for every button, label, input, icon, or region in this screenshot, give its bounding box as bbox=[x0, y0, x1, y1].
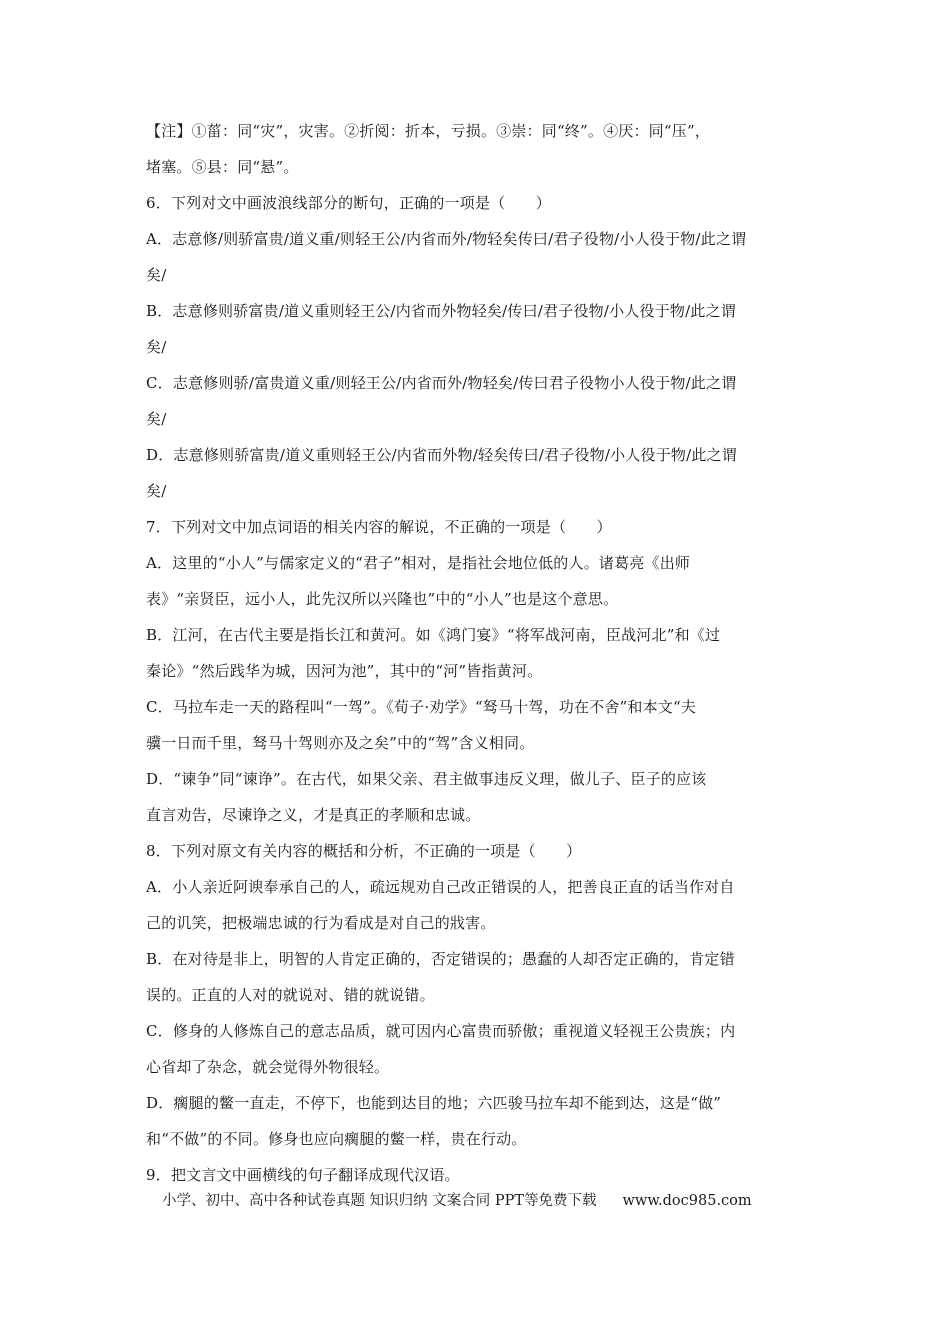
text-line: 7．下列对文中加点词语的相关内容的解说，不正确的一项是（ ） bbox=[146, 518, 612, 536]
text-line: C．志意修则骄/富贵道义重/则轻王公/内省而外/物轻矣/传曰君子役物小人役于物/此之谓 bbox=[146, 374, 737, 392]
text-line: 骥一日而千里，驽马十驾则亦及之矣”中的“驾”含义相同。 bbox=[146, 734, 535, 752]
text-line: 6．下列对文中画波浪线部分的断句，正确的一项是（ ） bbox=[146, 194, 551, 212]
text-line: 堵塞。⑤县：同“悬”。 bbox=[146, 158, 299, 176]
page-footer bbox=[162, 1191, 752, 1211]
text-line: D．志意修则骄富贵/道义重则轻王公/内省而外物/轻矣传曰/君子役物/小人役于物/此之谓 bbox=[146, 446, 737, 464]
text-line: C．修身的人修炼自己的意志品质，就可因内心富贵而骄傲；重视道义轻视王公贵族；内 bbox=[146, 1022, 736, 1040]
text-line: 和“不做”的不同。修身也应向瘸腿的鳖一样，贵在行动。 bbox=[146, 1130, 527, 1148]
text-line: 矣/ bbox=[146, 266, 167, 284]
footer-text: 小学、初中、高中各种试卷真题 知识归纳 文案合同 PPT等免费下载 bbox=[162, 1193, 597, 1209]
text-line: C．马拉车走一天的路程叫“一驾”。《荀子·劝学》“驽马十驾，功在不舍”和本文“夫 bbox=[146, 698, 697, 716]
text-line: D．“谏争”同“谏诤”。在古代，如果父亲、君主做事违反义理，做儿子、臣子的应该 bbox=[146, 770, 707, 788]
text-line: 矣/ bbox=[146, 482, 167, 500]
text-line: 己的讥笑，把极端忠诚的行为看成是对自己的戕害。 bbox=[146, 914, 496, 932]
text-line: 矣/ bbox=[146, 410, 167, 428]
text-line: 表》“亲贤臣，远小人，此先汉所以兴隆也”中的“小人”也是这个意思。 bbox=[146, 590, 619, 608]
text-line: 9．把文言文中画横线的句子翻译成现代汉语。 bbox=[146, 1166, 460, 1184]
text-line: 误的。正直的人对的就说对、错的就说错。 bbox=[146, 986, 435, 1004]
text-line: 8．下列对原文有关内容的概括和分析，不正确的一项是（ ） bbox=[146, 842, 582, 860]
text-line: A．这里的“小人”与儒家定义的“君子”相对，是指社会地位低的人。诸葛亮《出师 bbox=[146, 554, 691, 572]
text-line: A．志意修/则骄富贵/道义重/则轻王公/内省而外/物轻矣传曰/君子役物/小人役于物/此之谓 bbox=[146, 230, 747, 248]
text-line: D．瘸腿的鳖一直走，不停下，也能到达目的地；六匹骏马拉车却不能到达，这是“做” bbox=[146, 1094, 722, 1112]
text-line: 秦论》“然后践华为城，因河为池”，其中的“河”皆指黄河。 bbox=[146, 662, 543, 680]
text-line: B．在对待是非上，明智的人肯定正确的，否定错误的；愚蠢的人却否定正确的，肯定错 bbox=[146, 950, 735, 968]
text-line: A．小人亲近阿谀奉承自己的人，疏远规劝自己改正错误的人，把善良正直的话当作对自 bbox=[146, 878, 735, 896]
text-line: 心省却了杂念，就会觉得外物很轻。 bbox=[146, 1058, 390, 1076]
text-line: 矣/ bbox=[146, 338, 167, 356]
text-line: 直言劝告，尽谏诤之义，才是真正的孝顺和忠诚。 bbox=[146, 806, 481, 824]
text-line: B．江河，在古代主要是指长江和黄河。如《鸿门宴》“将军战河南，臣战河北”和《过 bbox=[146, 626, 721, 644]
footer-url: www.doc985.com bbox=[622, 1193, 752, 1209]
text-line: B．志意修则骄富贵/道义重则轻王公/内省而外物轻矣/传曰/君子役物/小人役于物/此之谓 bbox=[146, 302, 736, 320]
text-line: 【注】①菑：同“灾”，灾害。②折阅：折本，亏损。③崇：同“终”。④厌：同“压”， bbox=[146, 122, 711, 140]
